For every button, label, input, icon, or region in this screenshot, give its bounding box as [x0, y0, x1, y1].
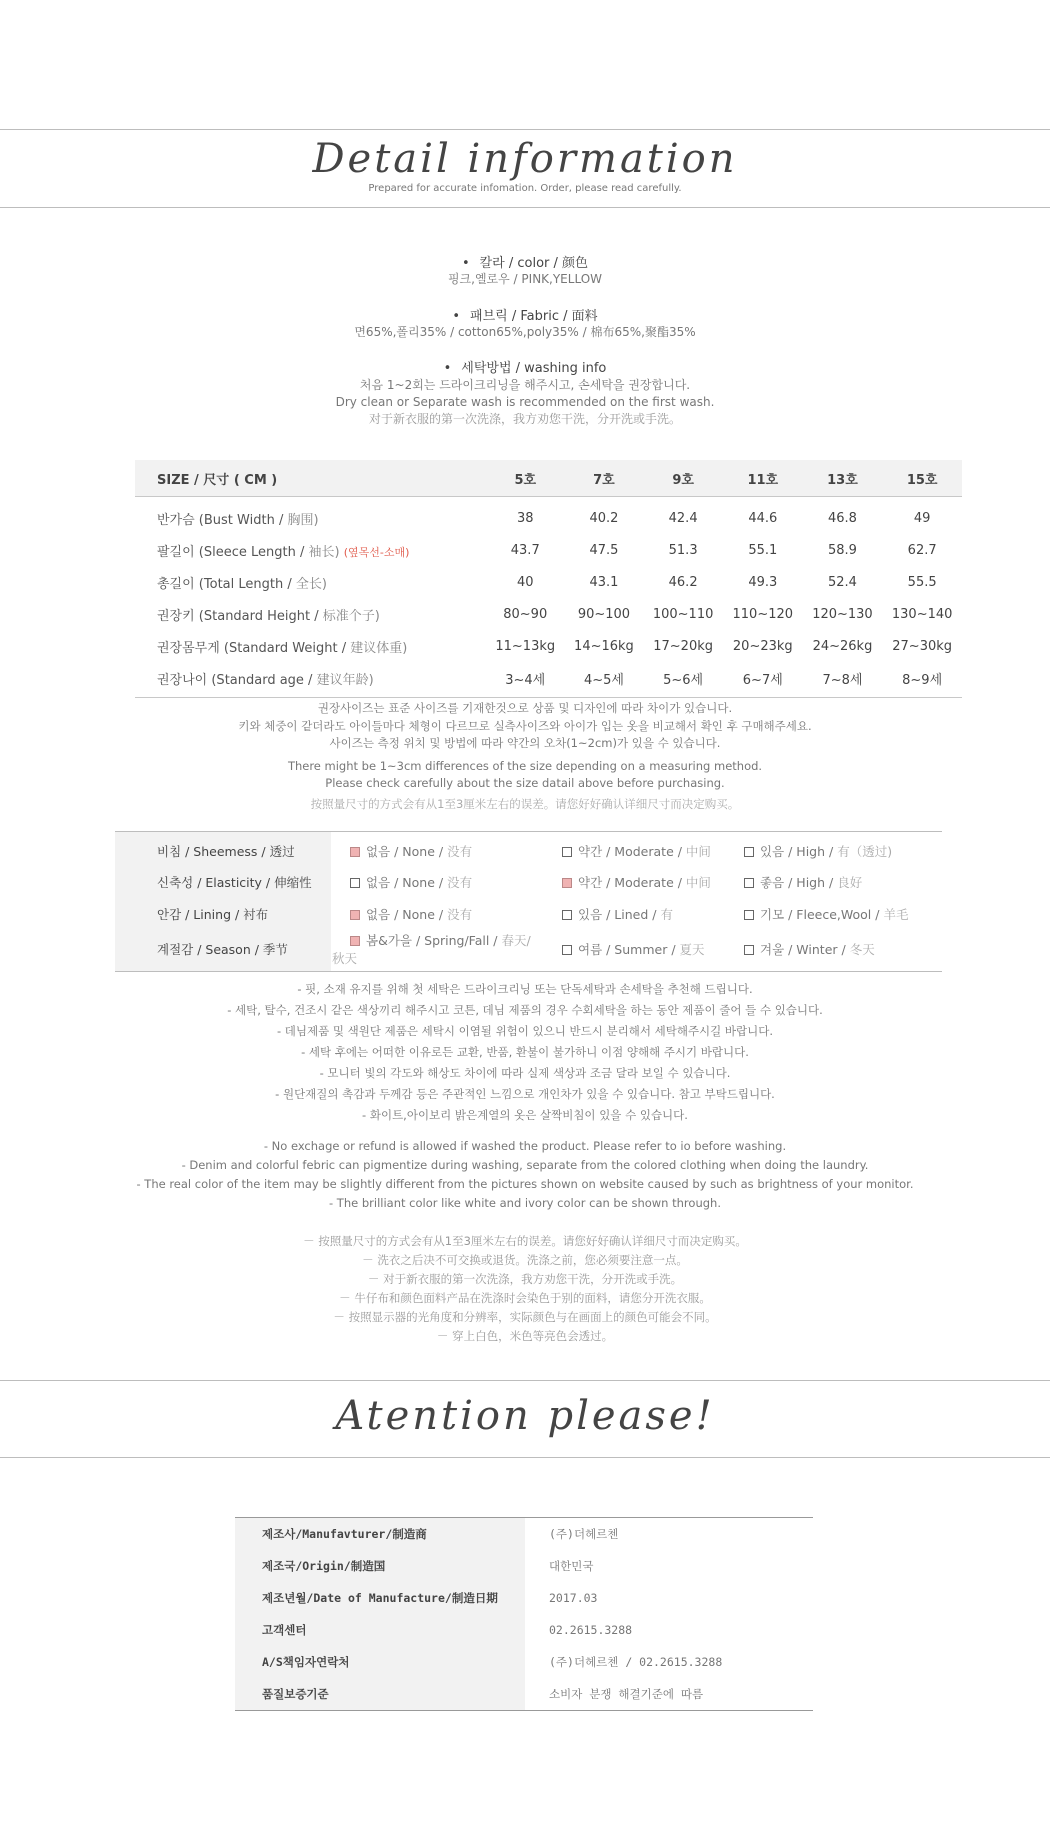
size-row	[135, 497, 962, 535]
size-cell: 17~20kg	[653, 638, 713, 654]
size-note: Please check carefully about the size datail above before purchasing.	[325, 776, 725, 790]
size-col: 15호	[882, 460, 962, 497]
manufacturer-key: 제조년월/Date of Manufacture/制造日期	[235, 1582, 525, 1614]
care-note-ko: - 화이트,아이보리 밝은계열의 옷은 살짝비침이 있을 수 있습니다.	[362, 1108, 688, 1122]
option-text-cn: 没有	[447, 906, 473, 922]
option-text-cn: 有	[660, 906, 673, 922]
size-row	[135, 534, 962, 566]
size-cell: 46.2	[668, 574, 698, 590]
manufacturer-row	[235, 1518, 813, 1551]
size-row-label-ko: 권장몸무게 (Standard Weight /	[157, 640, 351, 656]
size-cell: 3~4세	[486, 662, 565, 698]
manufacturer-table	[235, 1517, 813, 1711]
attribute-option	[543, 867, 725, 899]
option-text-cn: 夏天	[679, 941, 705, 957]
size-row	[135, 630, 962, 662]
option-text-cn: 中间	[685, 875, 711, 891]
option-checkbox	[562, 945, 572, 955]
size-cell: 5~6세	[643, 662, 723, 698]
size-cell: 43.1	[589, 574, 619, 590]
attribute-row	[115, 867, 942, 899]
option-text-cn: 没有	[447, 875, 473, 891]
fabric-heading: • 패브릭 / Fabric / 面料	[452, 309, 598, 324]
option-checkbox	[744, 878, 754, 888]
wash-cn: 对于新衣服的第一次洗涤，我方劝您干洗，分开洗或手洗。	[368, 412, 681, 426]
size-row-label	[135, 534, 486, 566]
size-cell: 20~23kg	[732, 638, 793, 654]
option-checkbox	[562, 910, 572, 920]
size-note: 권장사이즈는 표준 사이즈를 기재한것으로 상품 및 디자인에 따라 차이가 있습니다.	[317, 701, 733, 715]
manufacturer-key: 제조국/Origin/制造国	[235, 1550, 525, 1582]
size-row-label-cn: 建议体重)	[350, 640, 408, 656]
size-cell: 44.6	[748, 510, 778, 526]
size-cell: 130~140	[891, 606, 953, 622]
size-notes	[0, 700, 1050, 813]
option-checkbox	[562, 847, 572, 857]
care-note-cn: － 穿上白色，米色等亮色会透过。	[436, 1329, 614, 1343]
size-cell: 11~13kg	[495, 638, 556, 654]
manufacturer-key: 품질보증기준	[235, 1678, 525, 1711]
size-header-row	[135, 460, 962, 497]
size-note: 사이즈는 측정 위치 및 방법에 따라 약간의 오차(1~2cm)가 있을 수 있습니다.	[329, 736, 721, 750]
size-row-label-ko: 권장키 (Standard Height /	[157, 608, 323, 624]
size-col: 9호	[643, 460, 723, 497]
option-text-cn: 春天/秋天	[332, 932, 531, 966]
care-note-ko: - 데님제품 및 색원단 제품은 세탁시 이염될 위험이 있으니 반드시 분리해서 세탁해주시길 바랍니다.	[276, 1024, 774, 1038]
attribute-option	[543, 832, 725, 867]
size-row-label-cn: 建议年龄)	[316, 672, 374, 688]
care-note-cn: － 对于新衣服的第一次洗涤，我方劝您干洗，分开洗或手洗。	[367, 1272, 683, 1286]
size-cell: 90~100	[577, 606, 631, 622]
option-text-cn: 中间	[685, 843, 711, 859]
size-row-label	[135, 497, 486, 535]
detail-subtitle: Prepared for accurate infomation. Order, please read carefully.	[368, 183, 682, 194]
attribute-option	[331, 832, 543, 867]
header-bottom-divider	[0, 207, 1050, 208]
size-cell: 42.4	[668, 510, 698, 526]
care-note-en: - The real color of the item may be slightly different from the pictures shown on website caused by such as brightness of your monitor.	[136, 1177, 914, 1191]
attribute-option	[543, 898, 725, 930]
attribute-option	[331, 867, 543, 899]
size-cell: 40.2	[589, 510, 619, 526]
size-row	[135, 662, 962, 698]
care-note-ko: - 핏, 소재 유지를 위해 첫 세탁은 드라이크리닝 또는 단독세탁과 손세탁을 추천해 드립니다.	[297, 982, 753, 996]
care-note-cn: － 牛仔布和颜色面料产品在洗涤时会染色于别的面料，请您分开洗衣服。	[339, 1291, 711, 1305]
manufacturer-value: 2017.03	[549, 1591, 598, 1605]
wash-ko: 처음 1~2회는 드라이크리닝을 해주시고, 손세탁을 권장합니다.	[359, 378, 691, 392]
size-row-label-cn: 标准个子)	[322, 608, 380, 624]
care-notes-en	[0, 1137, 1050, 1213]
size-cell: 58.9	[827, 542, 857, 558]
option-text: 좋음 / High /	[760, 875, 838, 891]
size-cell: 24~26kg	[812, 638, 873, 654]
size-row-label-cn: 全长)	[295, 576, 327, 592]
care-note-cn: － 按照量尺寸的方式会有从1至3厘米左右的误差。请您好好确认详细尺寸而决定购买。	[303, 1234, 747, 1248]
size-cell: 49	[913, 510, 931, 526]
option-text: 기모 / Fleece,Wool /	[760, 906, 884, 922]
manufacturer-row	[235, 1550, 813, 1582]
top-divider	[0, 129, 1050, 130]
size-row-extra: (옆목선-소매)	[343, 545, 410, 559]
size-cell: 38	[516, 510, 534, 526]
size-cell: 46.8	[827, 510, 857, 526]
care-note-en: - Denim and colorful febric can pigmentize during washing, separate from the colored clothing when doing the laundry.	[181, 1158, 869, 1172]
manufacturer-value: (주)더헤르첸 / 02.2615.3288	[549, 1655, 723, 1669]
manufacturer-value: 대한민국	[549, 1559, 594, 1573]
size-row	[135, 566, 962, 598]
size-cell: 43.7	[510, 542, 540, 558]
option-text: 있음 / Lined /	[578, 906, 661, 922]
attention-title: Atention please!	[335, 1393, 715, 1439]
size-cell: 6~7세	[723, 662, 803, 698]
size-cell: 40	[516, 574, 534, 590]
option-text: 없음 / None /	[366, 843, 448, 859]
size-row-label-cn: 袖长)	[308, 544, 340, 560]
option-text-cn: 没有	[447, 843, 473, 859]
manufacturer-key: 고객센터	[235, 1614, 525, 1646]
care-notes-cn	[0, 1232, 1050, 1346]
size-cell: 7~8세	[803, 662, 883, 698]
size-cell: 55.1	[748, 542, 778, 558]
option-checkbox	[350, 936, 360, 946]
care-note-ko: - 세탁 후에는 어떠한 이유로든 교환, 반품, 환불이 불가하니 이점 양해해 주시기 바랍니다.	[301, 1045, 749, 1059]
size-cell: 80~90	[503, 606, 548, 622]
detail-title: Detail information	[312, 136, 738, 182]
option-text: 여름 / Summer /	[578, 941, 680, 957]
option-text-cn: 良好	[837, 875, 863, 891]
attribute-option	[331, 930, 543, 972]
option-text: 없음 / None /	[366, 906, 448, 922]
size-note: 按照量尺寸的方式会有从1至3厘米左右的误差。请您好好确认详细尺寸而决定购买。	[310, 796, 740, 811]
size-cell: 100~110	[652, 606, 714, 622]
size-row	[135, 598, 962, 630]
size-cell: 55.5	[907, 574, 937, 590]
manufacturer-row	[235, 1646, 813, 1678]
size-row-label-ko: 팔길이 (Sleece Length /	[157, 544, 309, 560]
attention-bottom-divider	[0, 1457, 1050, 1458]
care-note-cn: － 洗衣之后决不可交换或退货。洗涤之前，您必须要注意一点。	[362, 1253, 688, 1267]
option-checkbox	[350, 847, 360, 857]
size-cell: 14~16kg	[574, 638, 634, 654]
option-text: 약간 / Moderate /	[578, 843, 686, 859]
wash-heading: • 세탁방법 / washing info	[443, 361, 607, 376]
size-cell: 51.3	[668, 542, 698, 558]
attention-top-divider	[0, 1380, 1050, 1381]
attribute-option	[725, 832, 942, 867]
size-row-label-ko: 권장나이 (Standard age /	[157, 672, 317, 688]
attribute-row	[115, 832, 942, 867]
option-checkbox	[350, 878, 360, 888]
size-cell: 62.7	[907, 542, 937, 558]
option-text-cn: 冬天	[849, 941, 875, 957]
option-text: 약간 / Moderate /	[578, 875, 686, 891]
size-row-label-cn: 胸围)	[287, 512, 319, 528]
option-text: 있음 / High /	[760, 843, 838, 859]
attribute-label: 안감 / Lining / 衬布	[115, 898, 331, 930]
size-row-label	[135, 630, 486, 662]
size-row-label	[135, 598, 486, 630]
manufacturer-row	[235, 1614, 813, 1646]
fabric-value: 면65%,폴리35% / cotton65%,poly35% / 棉布65%,聚酯35%	[354, 325, 696, 339]
manufacturer-value: (주)더헤르첸	[525, 1518, 813, 1551]
attribute-table	[115, 831, 942, 972]
size-cell: 49.3	[748, 574, 778, 590]
manufacturer-row	[235, 1678, 813, 1711]
option-checkbox	[744, 910, 754, 920]
size-cell: 120~130	[812, 606, 873, 622]
manufacturer-key: A/S책임자연락처	[235, 1646, 525, 1678]
option-text: 없음 / None /	[366, 875, 448, 891]
attribute-label: 신축성 / Elasticity / 伸缩性	[115, 867, 331, 899]
size-note: 키와 체중이 같더라도 아이들마다 체형이 다르므로 실측사이즈와 아이가 입는 옷을 비교해서 확인 후 구매해주세요.	[238, 718, 812, 733]
size-col: 11호	[723, 460, 803, 497]
manufacturer-value: 소비자 분쟁 해결기준에 따름	[525, 1678, 813, 1711]
size-row-label-ko: 총길이 (Total Length /	[157, 576, 296, 592]
attribute-option	[331, 898, 543, 930]
attribute-option	[725, 930, 942, 972]
size-cell: 47.5	[589, 542, 619, 558]
care-notes-ko	[0, 979, 1050, 1126]
color-heading: • 칼라 / color / 颜色	[461, 256, 589, 271]
option-checkbox	[744, 945, 754, 955]
wash-en: Dry clean or Separate wash is recommended on the first wash.	[335, 395, 715, 409]
size-cell: 52.4	[827, 574, 857, 590]
size-row-label-ko: 반가슴 (Bust Width /	[157, 512, 288, 528]
option-text-cn: 有（透过)	[837, 843, 893, 859]
attribute-option	[543, 930, 725, 972]
size-cell: 110~120	[732, 606, 794, 622]
care-note-ko: - 세탁, 탈수, 건조시 같은 색상끼리 해주시고 코튼, 데님 제품의 경우 수회세탁을 하는 동안 제품이 줄어 들 수 있습니다.	[227, 1003, 823, 1017]
attribute-label: 계절감 / Season / 季节	[115, 930, 331, 972]
care-note-ko: - 모니터 빛의 각도와 해상도 차이에 따라 실제 색상과 조금 달라 보일 수 있습니다.	[319, 1066, 731, 1080]
attribute-row	[115, 930, 942, 972]
option-text-cn: 羊毛	[883, 906, 909, 922]
care-note-en: - No exchage or refund is allowed if washed the product. Please refer to io before washing.	[263, 1139, 787, 1153]
option-text: 봄&가을 / Spring/Fall /	[366, 932, 502, 948]
manufacturer-row	[235, 1582, 813, 1614]
care-note-cn: － 按照显示器的光角度和分辨率，实际颜色与在画面上的颜色可能会不同。	[333, 1310, 717, 1324]
attribute-option	[725, 898, 942, 930]
size-col: 7호	[565, 460, 644, 497]
manufacturer-value: 02.2615.3288	[549, 1623, 633, 1637]
care-note-ko: - 원단재질의 촉감과 두께감 등은 주관적인 느낌으로 개인차가 있을 수 있습니다. 참고 부탁드립니다.	[275, 1087, 775, 1101]
attribute-row	[115, 898, 942, 930]
size-note: There might be 1~3cm differences of the size depending on a measuring method.	[287, 758, 763, 773]
color-value: 핑크,옐로우 / PINK,YELLOW	[447, 272, 603, 286]
size-cell: 27~30kg	[892, 638, 953, 654]
option-text: 겨울 / Winter /	[760, 941, 850, 957]
size-cell: 8~9세	[882, 662, 962, 698]
size-col: 13호	[803, 460, 883, 497]
option-checkbox	[744, 847, 754, 857]
manufacturer-key: 제조사/Manufavturer/制造商	[235, 1518, 525, 1551]
care-note-en: - The brilliant color like white and ivory color can be shown through.	[329, 1196, 721, 1210]
option-checkbox	[562, 878, 572, 888]
size-row-label	[135, 662, 486, 698]
size-header-label: SIZE / 尺寸 ( CM )	[135, 460, 486, 497]
size-row-label	[135, 566, 486, 598]
option-checkbox	[350, 910, 360, 920]
size-col: 5호	[486, 460, 565, 497]
size-table	[135, 460, 962, 698]
size-cell: 4~5세	[565, 662, 644, 698]
attribute-option	[725, 867, 942, 899]
attribute-label: 비침 / Sheemess / 透过	[115, 832, 331, 867]
